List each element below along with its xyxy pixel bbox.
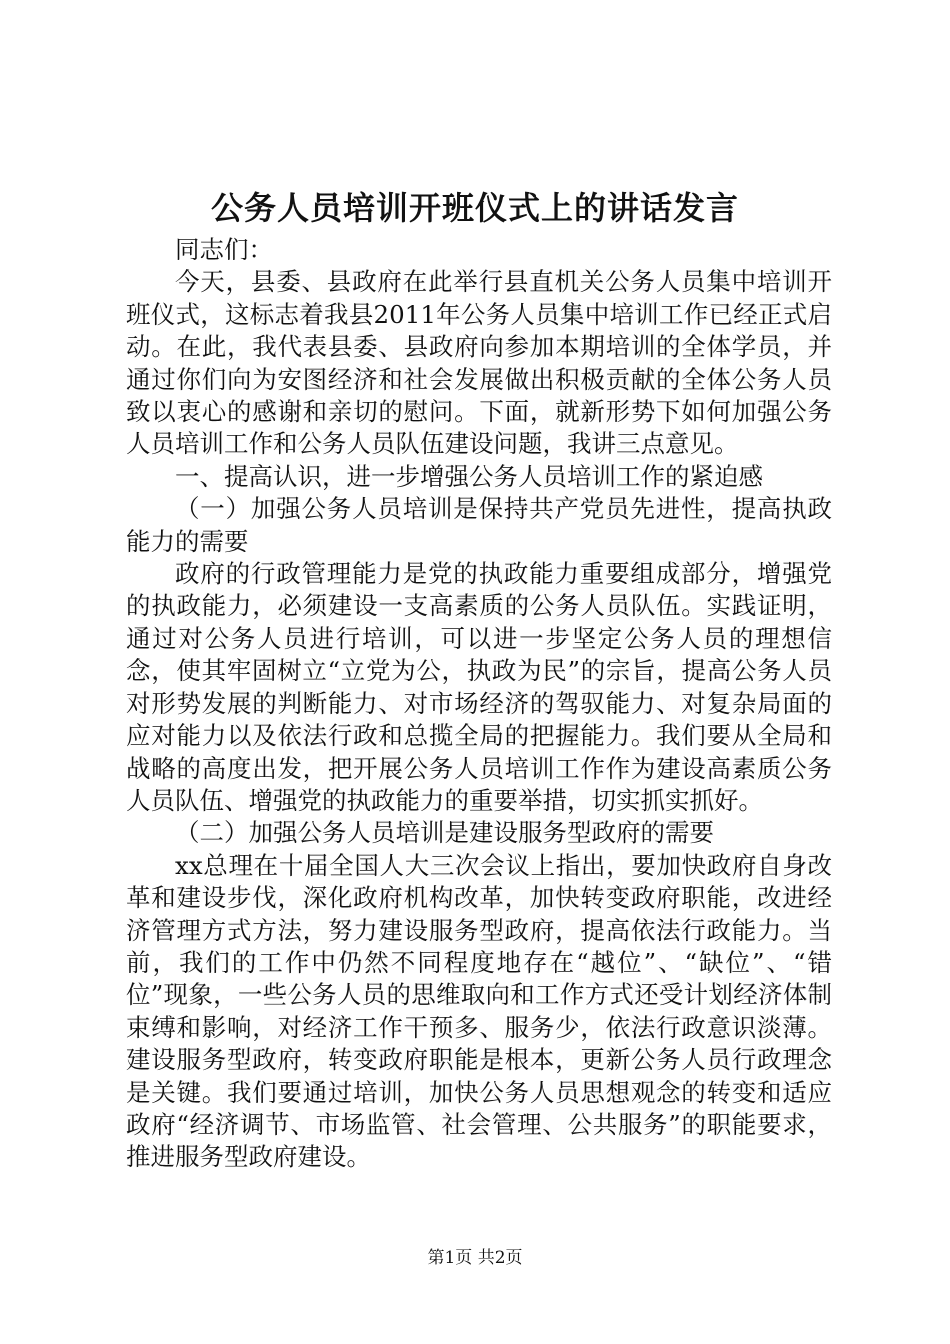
body-paragraph-2: xx总理在十届全国人大三次会议上指出，要加快政府自身改革和建设步伐，深化政府机构改革，加快转变政府职能，改进经济管理方式方法，努力建设服务型政府，提高依法行政能力。当前，我们的工作中仍然不同程度地存在“越位”、“缺位”、“错位”现象，一些公务人员的思维取向和工作方式还受计划经济体制束缚和影响，对经济工作干预多、服务少，依法行政意识淡薄。建设服务型政府，转变政府职能是根本，更新公务人员行政理念是关键。我们要通过培训，加快公务人员思想观念的转变和适应政府“经济调节、市场监管、社会管理、公共服务”的职能要求，推进服务型政府建设。	[126, 850, 832, 1172]
subsection-heading-2: （二）加强公务人员培训是建设服务型政府的需要	[175, 818, 714, 848]
intro-paragraph: 今天，县委、县政府在此举行县直机关公务人员集中培训开班仪式，这标志着我县2011年公务人员集中培训工作已经正式启动。在此，我代表县委、县政府向参加本期培训的全体学员，并通过你们向为安图经济和社会发展做出积极贡献的全体公务人员致以衷心的感谢和亲切的慰问。下面，就新形势下如何加强公务人员培训工作和公务人员队伍建设问题，我讲三点意见。	[126, 267, 832, 459]
section-heading-1: 一、提高认识，进一步增强公务人员培训工作的紧迫感	[175, 461, 763, 491]
body-paragraph-1: 政府的行政管理能力是党的执政能力重要组成部分，增强党的执政能力，必须建设一支高素质的公务人员队伍。实践证明，通过对公务人员进行培训，可以进一步坚定公务人员的理想信念，使其牢固树立“立党为公，执政为民”的宗旨，提高公务人员对形势发展的判断能力、对市场经济的驾驭能力、对复杂局面的应对能力以及依法行政和总揽全局的把握能力。我们要从全局和战略的高度出发，把开展公务人员培训工作作为建设高素质公务人员队伍、增强党的执政能力的重要举措，切实抓实抓好。	[126, 559, 832, 815]
subsection-heading-1: （一）加强公务人员培训是保持共产党员先进性，提高执政能力的需要	[126, 494, 832, 556]
document-body	[126, 234, 832, 1174]
salutation: 同志们：	[175, 235, 273, 264]
page-footer: 第1页 共2页	[427, 1248, 523, 1268]
document-title: 公务人员培训开班仪式上的讲话发言	[210, 189, 739, 227]
